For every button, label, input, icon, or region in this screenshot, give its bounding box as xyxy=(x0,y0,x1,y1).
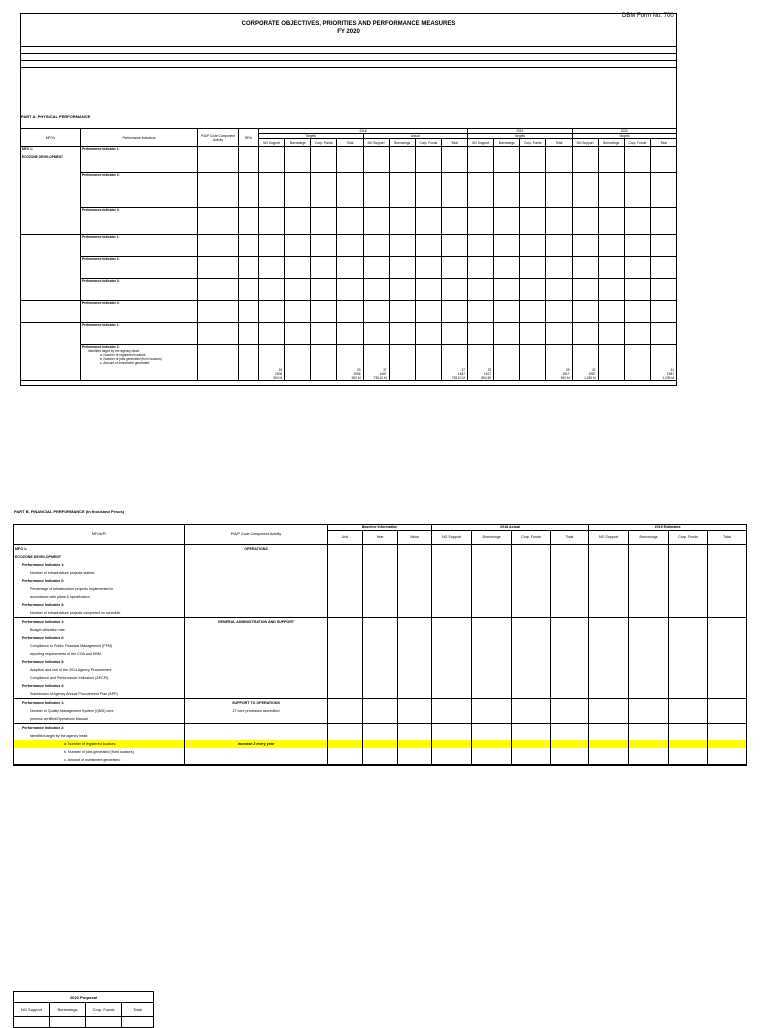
sub-borrowings: Borrowings xyxy=(285,139,311,147)
table-row xyxy=(14,618,747,627)
sub-indicator-b: b. Number of jobs generated (from locators) xyxy=(100,357,162,361)
financial-performance-table xyxy=(13,524,747,766)
col-unit: Unit xyxy=(328,531,363,545)
indicator-cell: Performance Indicator 1: xyxy=(81,323,198,345)
col-mfo: MFO's xyxy=(21,129,81,147)
sub-borrowings: Borrowings xyxy=(472,531,512,545)
fiscal-year: FY 2020 xyxy=(337,29,360,35)
sub-ng: NG Support xyxy=(14,1003,50,1017)
table-row xyxy=(14,690,747,698)
table-row xyxy=(21,147,677,173)
sub-ng: NG Support xyxy=(363,139,389,147)
value-cell: 37 1487 735.10 M xyxy=(363,345,389,381)
table-row xyxy=(14,666,747,674)
sub-corp-funds: Corp. Funds xyxy=(669,531,708,545)
sub-corp-funds: Corp. Funds xyxy=(624,139,650,147)
sub-ng: NG Support xyxy=(589,531,629,545)
value-cell: 29 1517 900 M xyxy=(546,345,572,381)
pap-note: 27 core processes accredited xyxy=(185,707,328,715)
indicator-text: Compliance to Public Financial Management (PFM) xyxy=(14,642,185,650)
indicator-cell xyxy=(81,345,198,381)
table-row xyxy=(14,765,747,766)
indicator-text: Number of Quality Management System (QMS) core xyxy=(14,707,185,715)
table-row xyxy=(14,553,747,561)
year-2018: 2018 xyxy=(259,129,468,134)
indicator-cell: Performance Indicator 2: xyxy=(81,257,198,279)
part-a-label: PART A. PHYSICAL PERFORMANCE xyxy=(21,114,91,119)
table-row xyxy=(14,699,747,708)
sub-borrowings: Borrowings xyxy=(389,139,415,147)
col-pap-code: P/A/P Code Component Activity xyxy=(198,129,239,147)
document-title-block xyxy=(20,20,677,36)
indicator-label: Performance Indicator 1: xyxy=(14,561,185,569)
sub-borrowings: Borrowings xyxy=(598,139,624,147)
table-row xyxy=(21,323,677,345)
indicator-cell: Performance Indicator 4: xyxy=(81,301,198,323)
sub-total: Total xyxy=(650,139,676,147)
col-mfo-pi: MFOs/PI xyxy=(14,525,185,545)
value-cell: 37 1487 735.10 M xyxy=(441,345,467,381)
pap-gas: GENERAL ADMINISTRATION AND SUPPORT xyxy=(185,618,328,627)
sub-total: Total xyxy=(337,139,363,147)
table-row xyxy=(14,732,747,740)
indicator-description: Identified target by the agency head: xyxy=(88,349,140,353)
sub-total: Total xyxy=(708,531,747,545)
table-row xyxy=(14,609,747,617)
baseline-header: Baseline Information xyxy=(328,525,432,531)
table-row xyxy=(14,585,747,593)
actual-2018: Actual xyxy=(363,134,468,139)
sub-ng: NG Support xyxy=(468,139,494,147)
table-row xyxy=(14,715,747,724)
table-row xyxy=(14,545,747,554)
proposal-2020-table xyxy=(13,991,154,1028)
actual-2018-header: 2018 Actual xyxy=(432,525,589,531)
sub-indicator-c: c. Amount of investment generated xyxy=(100,361,150,365)
table-row xyxy=(14,561,747,569)
indicator-text: Budget utilization rate. xyxy=(14,626,185,634)
table-row xyxy=(14,650,747,658)
divider xyxy=(20,53,677,54)
sub-total: Total xyxy=(122,1003,154,1017)
sub-total: Total xyxy=(551,531,589,545)
form-number: DBM Form No. 700 xyxy=(622,13,674,19)
indicator-label: Performance Indicator 3: xyxy=(14,601,185,609)
table-row xyxy=(14,707,747,715)
mfo-label: MFO 1: xyxy=(14,545,185,554)
mfo-name: ECOZONE DEVELOPMENT xyxy=(22,155,63,159)
indicator-text: reporting requirements of the COA and DBM. xyxy=(14,650,185,658)
value-cell: 33 1906 900 M xyxy=(259,345,285,381)
proposal-title: 2020 Proposal xyxy=(14,992,154,1003)
table-row xyxy=(21,208,677,235)
value-cell: 33 1906 900 M xyxy=(337,345,363,381)
indicator-text: Adoption and use of the 2014 Agency Procurement xyxy=(14,666,185,674)
year-2019: 2019 xyxy=(468,129,573,134)
indicator-cell: Performance Indicator 2: xyxy=(81,173,198,208)
col-year: Year xyxy=(363,531,398,545)
table-row xyxy=(14,634,747,642)
sub-borrowings: Borrowings xyxy=(629,531,669,545)
divider xyxy=(20,60,677,61)
table-row xyxy=(14,674,747,682)
table-row xyxy=(21,345,677,381)
targets-2019: Targets xyxy=(468,134,573,139)
table-row xyxy=(14,748,747,756)
mfo-name: ECOZONE DEVELOPMENT xyxy=(14,553,185,561)
mfo-cell xyxy=(21,301,81,323)
indicator-text: Compliance and Performance Indicators (APCPI). xyxy=(14,674,185,682)
highlighted-row xyxy=(14,740,747,748)
table-row xyxy=(14,569,747,577)
table-row xyxy=(21,257,677,279)
indicator-label: Performance Indicator 1: xyxy=(14,618,185,627)
pap-operations: OPERATIONS xyxy=(185,545,328,554)
table-row xyxy=(14,601,747,609)
indicator-label: Performance Indicator 3: xyxy=(14,658,185,666)
sub-total: Total xyxy=(546,139,572,147)
estimates-2019-header: 2019 Estimates xyxy=(589,525,747,531)
sub-indicator-b: b. Number of jobs generated (from locators). xyxy=(14,748,185,756)
col-pap-code: P/A/P Code Component Activity xyxy=(185,525,328,545)
col-performance-indicators: Performance Indicators xyxy=(81,129,198,147)
sub-total: Total xyxy=(441,139,467,147)
mfo-cell xyxy=(21,323,81,381)
table-row xyxy=(21,235,677,257)
indicator-text: accordance with plans & specification. xyxy=(14,593,185,601)
indicator-label: Performance Indicator 2: xyxy=(82,345,120,349)
sub-ng: NG Support xyxy=(572,139,598,147)
pap-support: SUPPORT TO OPERATIONS xyxy=(185,699,328,708)
value-cell: 31 1987 1,039 M xyxy=(572,345,598,381)
table-row xyxy=(14,593,747,601)
indicator-cell: Performance Indicator 1: xyxy=(81,147,198,173)
col-rra: RRA xyxy=(239,129,259,147)
indicator-cell: Performance Indicator 3: xyxy=(81,208,198,235)
table-row xyxy=(14,626,747,634)
sub-ng: NG Support xyxy=(259,139,285,147)
table-row xyxy=(14,724,747,733)
physical-performance-table xyxy=(20,128,677,381)
table-row xyxy=(14,642,747,650)
table-row xyxy=(14,682,747,690)
indicator-label: Performance Indicator 4: xyxy=(14,682,185,690)
value-cell: 29 1517 894.50 xyxy=(468,345,494,381)
sub-corp-funds: Corp. Funds xyxy=(415,139,441,147)
document-title: CORPORATE OBJECTIVES, PRIORITIES AND PERFORMANCE MEASURES xyxy=(241,21,456,27)
targets-2018: Targets xyxy=(259,134,364,139)
sub-corp-funds: Corp. Funds xyxy=(520,139,546,147)
indicator-cell: Performance Indicator 3: xyxy=(81,279,198,301)
table-row xyxy=(14,577,747,585)
col-value: Value xyxy=(398,531,432,545)
indicator-label: Performance Indicator 2: xyxy=(14,634,185,642)
indicator-text: Number of infrastructure projects started. xyxy=(14,569,185,577)
year-2020: 2020 xyxy=(572,129,677,134)
indicator-text: Number of infrastructure projects completed on schedule. xyxy=(14,609,185,617)
sub-borrowings: Borrowings xyxy=(50,1003,86,1017)
table-row xyxy=(21,279,677,301)
table-row xyxy=(14,756,747,765)
part-b-label: PART B. FINANCIAL PERFORMANCE (In thousand Pesos) xyxy=(14,509,125,514)
table-row xyxy=(21,301,677,323)
divider xyxy=(20,46,677,47)
sub-borrowings: Borrowings xyxy=(494,139,520,147)
sub-indicator-c: c. Amount of investment generated. xyxy=(14,756,185,765)
sub-corp-funds: Corp. Funds xyxy=(311,139,337,147)
sub-corp-funds: Corp. Funds xyxy=(512,531,551,545)
indicator-label: Performance Indicator 2: xyxy=(14,577,185,585)
sub-ng: NG Support xyxy=(432,531,472,545)
value-cell: 31 1987 1,039 M xyxy=(650,345,676,381)
mfo-cell xyxy=(21,235,81,301)
indicator-text: Submission of Agency Annual Procurement Plan (APP). xyxy=(14,690,185,698)
targets-2020: Targets xyxy=(572,134,677,139)
table-row xyxy=(21,173,677,208)
indicator-text: Percentage of infrastructure projects implemented in xyxy=(14,585,185,593)
sub-indicator-a: a. Number of registered locators xyxy=(100,353,146,357)
indicator-cell: Performance Indicator 1: xyxy=(81,235,198,257)
indicator-text: Identified target by the agency head: xyxy=(14,732,185,740)
sub-corp-funds: Corp. Funds xyxy=(86,1003,122,1017)
indicator-label: Performance Indicator 2: xyxy=(14,724,185,733)
indicator-label: Performance Indicator 1: xyxy=(14,699,185,708)
indicator-text: process certified/Operations Manual xyxy=(14,715,185,724)
table-row xyxy=(14,658,747,666)
target-note: Increase 2 every year xyxy=(185,740,328,748)
mfo-label: MFO 1: xyxy=(22,147,33,151)
divider xyxy=(20,67,677,68)
mfo-cell xyxy=(21,147,81,235)
sub-indicator-a: a. Number of registered locators. xyxy=(14,740,185,748)
